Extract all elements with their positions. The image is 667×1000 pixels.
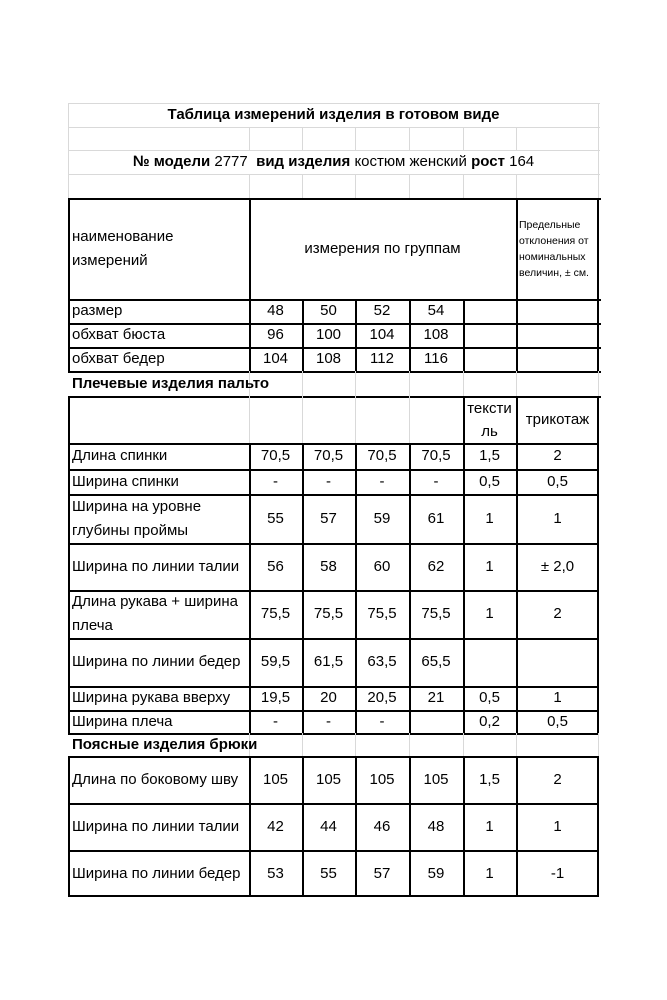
v-rule	[598, 371, 599, 397]
header-groups-col: измерения по группам	[304, 239, 461, 257]
coat-row-knit: 2	[553, 605, 562, 622]
v-rule	[463, 371, 464, 397]
v-rule	[302, 396, 303, 444]
v-rule	[598, 733, 599, 758]
v-rule	[516, 174, 517, 199]
coat-row-value: 70,5	[313, 447, 344, 464]
v-rule	[516, 371, 517, 397]
coat-row-value: 75,5	[367, 605, 397, 622]
trouser-row-value: 55	[320, 864, 337, 882]
coat-row-value: 59	[373, 509, 391, 527]
coat-row-value: -	[273, 712, 278, 730]
coat-row-value: 61	[427, 509, 445, 527]
base-row-name: обхват бедер	[72, 350, 165, 367]
v-rule	[302, 174, 303, 199]
trouser-row-textile: 1	[485, 817, 494, 835]
v-rule	[249, 127, 250, 151]
v-rule	[516, 127, 517, 151]
coat-row-value: 21	[427, 689, 445, 706]
v-rule	[463, 127, 464, 151]
coat-row-name: Ширина спинки	[72, 472, 179, 490]
coat-row-knit: 0,5	[547, 712, 568, 730]
base-row-value: 104	[262, 350, 289, 367]
coat-row-value: 59,5	[260, 653, 291, 670]
v-rule	[409, 371, 410, 397]
base-row-name: размер	[72, 302, 123, 319]
type-value: костюм женский	[354, 153, 467, 170]
section-title-trousers: Поясные изделия брюки	[72, 735, 258, 753]
base-row-textile	[463, 299, 516, 323]
coat-row-textile: 0,2	[479, 712, 500, 730]
trouser-row-name: Ширина по линии бедер	[72, 864, 241, 882]
coat-row-value: -	[379, 472, 385, 490]
trouser-row-value: 59	[427, 864, 445, 882]
coat-row-name: Длина рукава + ширина плеча	[72, 593, 238, 634]
coat-row-knit: 0,5	[547, 472, 568, 490]
v-rule	[249, 396, 250, 444]
base-row-value: 50	[320, 302, 337, 319]
trouser-row-value: 57	[373, 864, 391, 882]
base-row-value: 48	[267, 302, 284, 319]
coat-row-name: Ширина плеча	[72, 712, 173, 730]
coat-row-knit: 1	[553, 689, 562, 706]
coat-row-value: 63,5	[367, 653, 397, 670]
v-rule	[409, 127, 410, 151]
trouser-row-knit: -1	[550, 864, 565, 882]
trouser-row-knit: 1	[553, 817, 562, 835]
coat-row-value: -	[379, 712, 385, 730]
type-label: вид изделия	[256, 153, 351, 170]
coat-row-textile: 1,5	[479, 447, 500, 464]
coat-row-name: Ширина по линии бедер	[72, 653, 241, 670]
coat-row-textile: 1	[485, 557, 494, 575]
coat-row-textile: 1	[485, 605, 494, 622]
header-name-col: наименование измерений	[72, 227, 174, 269]
trouser-row-value: 53	[267, 864, 284, 882]
coat-row-knit: 1	[553, 509, 562, 527]
base-row-knit	[516, 299, 599, 323]
trouser-row-textile: 1,5	[479, 770, 500, 788]
trouser-row-value: 105	[369, 770, 395, 788]
v-rule	[355, 174, 356, 199]
coat-row-textile	[463, 638, 516, 686]
col-textile-header: тексти ль	[467, 399, 512, 440]
coat-row-value: 75,5	[260, 605, 291, 622]
coat-row-value: 58	[320, 557, 337, 575]
coat-row-name: Длина спинки	[72, 447, 168, 464]
coat-row-knit	[516, 638, 599, 686]
height-value: 164	[509, 153, 535, 170]
coat-row-value: 56	[267, 557, 284, 575]
coat-row-value: 60	[373, 557, 391, 575]
v-rule	[516, 733, 517, 758]
base-row-value: 54	[427, 302, 445, 319]
model-value: 2777	[214, 153, 248, 170]
trouser-row-value: 42	[267, 817, 284, 835]
table-title: Таблица измерений изделия в готовом виде	[167, 106, 500, 123]
v-rule	[249, 174, 250, 199]
coat-row-value: 61,5	[313, 653, 344, 670]
coat-row-value: 70,5	[367, 447, 397, 464]
coat-row-value: 75,5	[313, 605, 344, 622]
coat-row-value: 19,5	[260, 689, 291, 706]
h-rule	[68, 174, 600, 175]
coat-row-name: Ширина на уровне глубины проймы	[72, 497, 202, 539]
base-row-name: обхват бюста	[72, 326, 166, 343]
h-rule	[68, 127, 600, 128]
trouser-row-name: Ширина по линии талии	[72, 817, 240, 835]
coat-row-value: -	[433, 472, 439, 490]
base-row-knit	[516, 347, 599, 371]
base-row-value: 112	[370, 350, 394, 367]
base-row-value: 52	[373, 302, 391, 319]
coat-row-textile: 1	[485, 509, 494, 527]
model-label: № модели	[132, 153, 211, 170]
coat-row-textile: 0,5	[479, 689, 500, 706]
header-tolerance-col: Предельные отклонения от номинальных величин, ± см.	[519, 218, 589, 279]
base-row-value: 108	[423, 326, 449, 343]
coat-row-knit: 2	[553, 447, 562, 464]
trouser-row-value: 105	[423, 770, 449, 788]
col-knit-header: трикотаж	[525, 410, 590, 428]
coat-row-value: 57	[320, 509, 337, 527]
coat-row-value	[409, 710, 463, 733]
v-rule	[463, 174, 464, 199]
coat-row-value: -	[326, 472, 331, 490]
trouser-row-knit: 2	[553, 770, 562, 788]
coat-row-value: 62	[427, 557, 445, 575]
base-row-value: 96	[267, 326, 284, 343]
trouser-row-value: 105	[315, 770, 342, 788]
coat-row-knit: ± 2,0	[540, 557, 575, 575]
trouser-row-textile: 1	[485, 864, 494, 882]
base-row-textile	[463, 323, 516, 347]
coat-row-value: 20	[320, 689, 337, 706]
coat-row-textile: 0,5	[479, 472, 500, 490]
height-label: рост	[471, 153, 505, 170]
v-rule	[463, 733, 464, 758]
v-rule	[409, 733, 410, 758]
base-row-textile	[463, 347, 516, 371]
base-row-value: 116	[424, 350, 448, 367]
coat-row-value: 70,5	[421, 447, 451, 464]
trouser-row-name: Длина по боковому шву	[72, 770, 239, 788]
v-rule	[302, 127, 303, 151]
coat-row-name: Ширина рукава вверху	[72, 689, 231, 706]
v-rule	[68, 396, 70, 445]
trouser-row-value: 48	[427, 817, 445, 835]
base-row-value: 104	[369, 326, 395, 343]
v-rule	[355, 396, 356, 444]
coat-row-value: 55	[267, 509, 284, 527]
coat-row-value: 70,5	[260, 447, 291, 464]
v-rule	[355, 127, 356, 151]
coat-row-value: 20,5	[367, 689, 397, 706]
coat-row-name: Ширина по линии талии	[72, 557, 240, 575]
base-row-knit	[516, 323, 599, 347]
coat-row-value: 65,5	[421, 653, 451, 670]
base-row-value: 108	[315, 350, 342, 367]
coat-row-value: -	[326, 712, 331, 730]
trouser-row-value: 105	[262, 770, 289, 788]
coat-row-value: -	[273, 472, 278, 490]
model-line	[68, 150, 599, 174]
section-title-coats: Плечевые изделия пальто	[72, 374, 270, 392]
trouser-row-value: 44	[320, 817, 337, 835]
v-rule	[409, 396, 410, 444]
trouser-row-value: 46	[373, 817, 391, 835]
measurement-table	[68, 103, 599, 897]
base-row-value: 100	[315, 326, 342, 343]
coat-row-value: 75,5	[421, 605, 451, 622]
v-rule	[409, 174, 410, 199]
